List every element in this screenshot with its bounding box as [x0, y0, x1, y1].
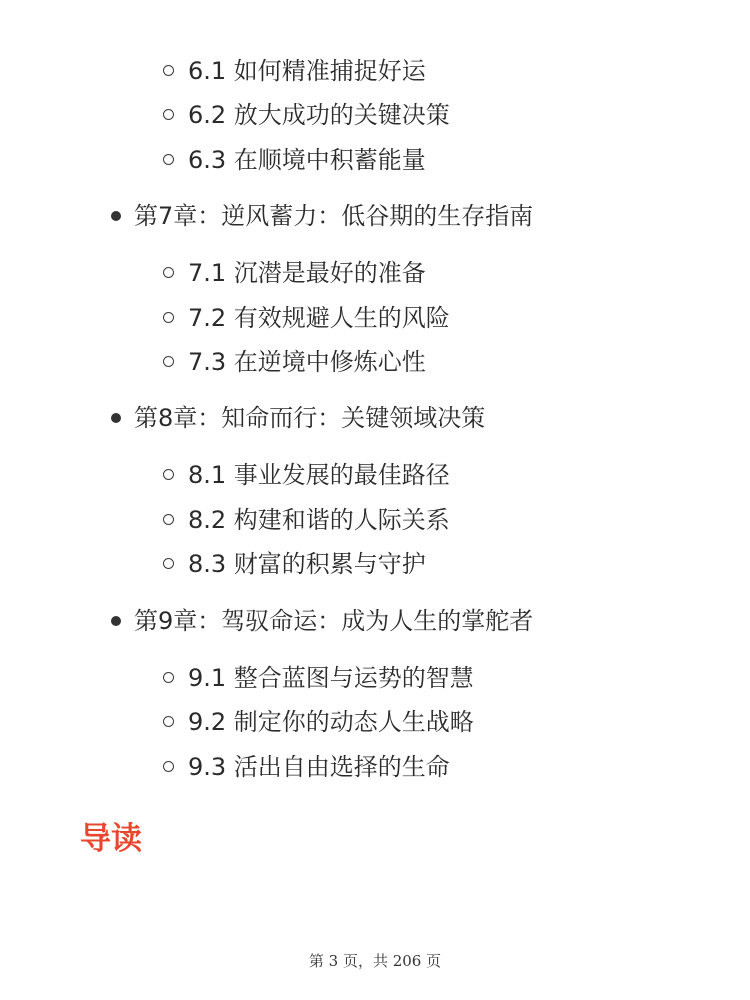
- toc-subitem-8-1[interactable]: [0, 455, 700, 495]
- toc-subitem-9-1[interactable]: [0, 658, 700, 698]
- page-footer: 第 3 页，共 206 页: [308, 952, 442, 970]
- toc-subitem-label: 7.1 沉潜是最好的准备: [188, 259, 426, 287]
- filled-bullet-icon: [111, 211, 121, 221]
- hollow-bullet-icon: [163, 312, 174, 323]
- toc-subitem-label: 8.2 构建和谐的人际关系: [188, 506, 450, 534]
- toc-chapter-label: 第9章：驾驭命运：成为人生的掌舵者: [134, 607, 534, 635]
- toc-subitem-9-2[interactable]: [0, 702, 700, 742]
- hollow-bullet-icon: [163, 558, 174, 569]
- hollow-bullet-icon: [163, 267, 174, 278]
- toc-subitem-8-2[interactable]: [0, 500, 700, 540]
- toc-subitem-7-2[interactable]: [0, 298, 700, 338]
- toc-subitem-label: 9.1 整合蓝图与运势的智慧: [188, 664, 474, 692]
- hollow-bullet-icon: [163, 109, 174, 120]
- toc-subitem-6-1[interactable]: [0, 51, 700, 91]
- filled-bullet-icon: [111, 616, 121, 626]
- toc-chapter-9[interactable]: [0, 601, 700, 641]
- toc-subitem-label: 9.2 制定你的动态人生战略: [188, 708, 474, 736]
- toc-subitem-8-3[interactable]: [0, 544, 700, 584]
- section-heading: 导读: [80, 821, 142, 857]
- toc-subitem-label: 6.3 在顺境中积蓄能量: [188, 146, 426, 174]
- toc-subitem-label: 8.3 财富的积累与守护: [188, 550, 426, 578]
- hollow-bullet-icon: [163, 761, 174, 772]
- toc-subitem-6-3[interactable]: [0, 140, 700, 180]
- toc-chapter-8[interactable]: [0, 398, 700, 438]
- hollow-bullet-icon: [163, 716, 174, 727]
- toc-subitem-label: 6.1 如何精准捕捉好运: [188, 57, 426, 85]
- hollow-bullet-icon: [163, 65, 174, 76]
- toc-subitem-label: 8.1 事业发展的最佳路径: [188, 461, 450, 489]
- toc-subitem-7-1[interactable]: [0, 253, 700, 293]
- hollow-bullet-icon: [163, 514, 174, 525]
- toc-subitem-label: 7.2 有效规避人生的风险: [188, 304, 450, 332]
- toc-subitem-6-2[interactable]: [0, 95, 700, 135]
- toc-subitem-label: 9.3 活出自由选择的生命: [188, 753, 450, 781]
- hollow-bullet-icon: [163, 356, 174, 367]
- toc-chapter-7[interactable]: [0, 196, 700, 236]
- toc-subitem-9-3[interactable]: [0, 747, 700, 787]
- toc-subitem-7-3[interactable]: [0, 342, 700, 382]
- hollow-bullet-icon: [163, 672, 174, 683]
- toc-chapter-label: 第8章：知命而行：关键领域决策: [134, 404, 486, 432]
- toc-chapter-label: 第7章：逆风蓄力：低谷期的生存指南: [134, 202, 534, 230]
- hollow-bullet-icon: [163, 469, 174, 480]
- filled-bullet-icon: [111, 413, 121, 423]
- hollow-bullet-icon: [163, 154, 174, 165]
- toc-subitem-label: 6.2 放大成功的关键决策: [188, 101, 450, 129]
- toc-subitem-label: 7.3 在逆境中修炼心性: [188, 348, 426, 376]
